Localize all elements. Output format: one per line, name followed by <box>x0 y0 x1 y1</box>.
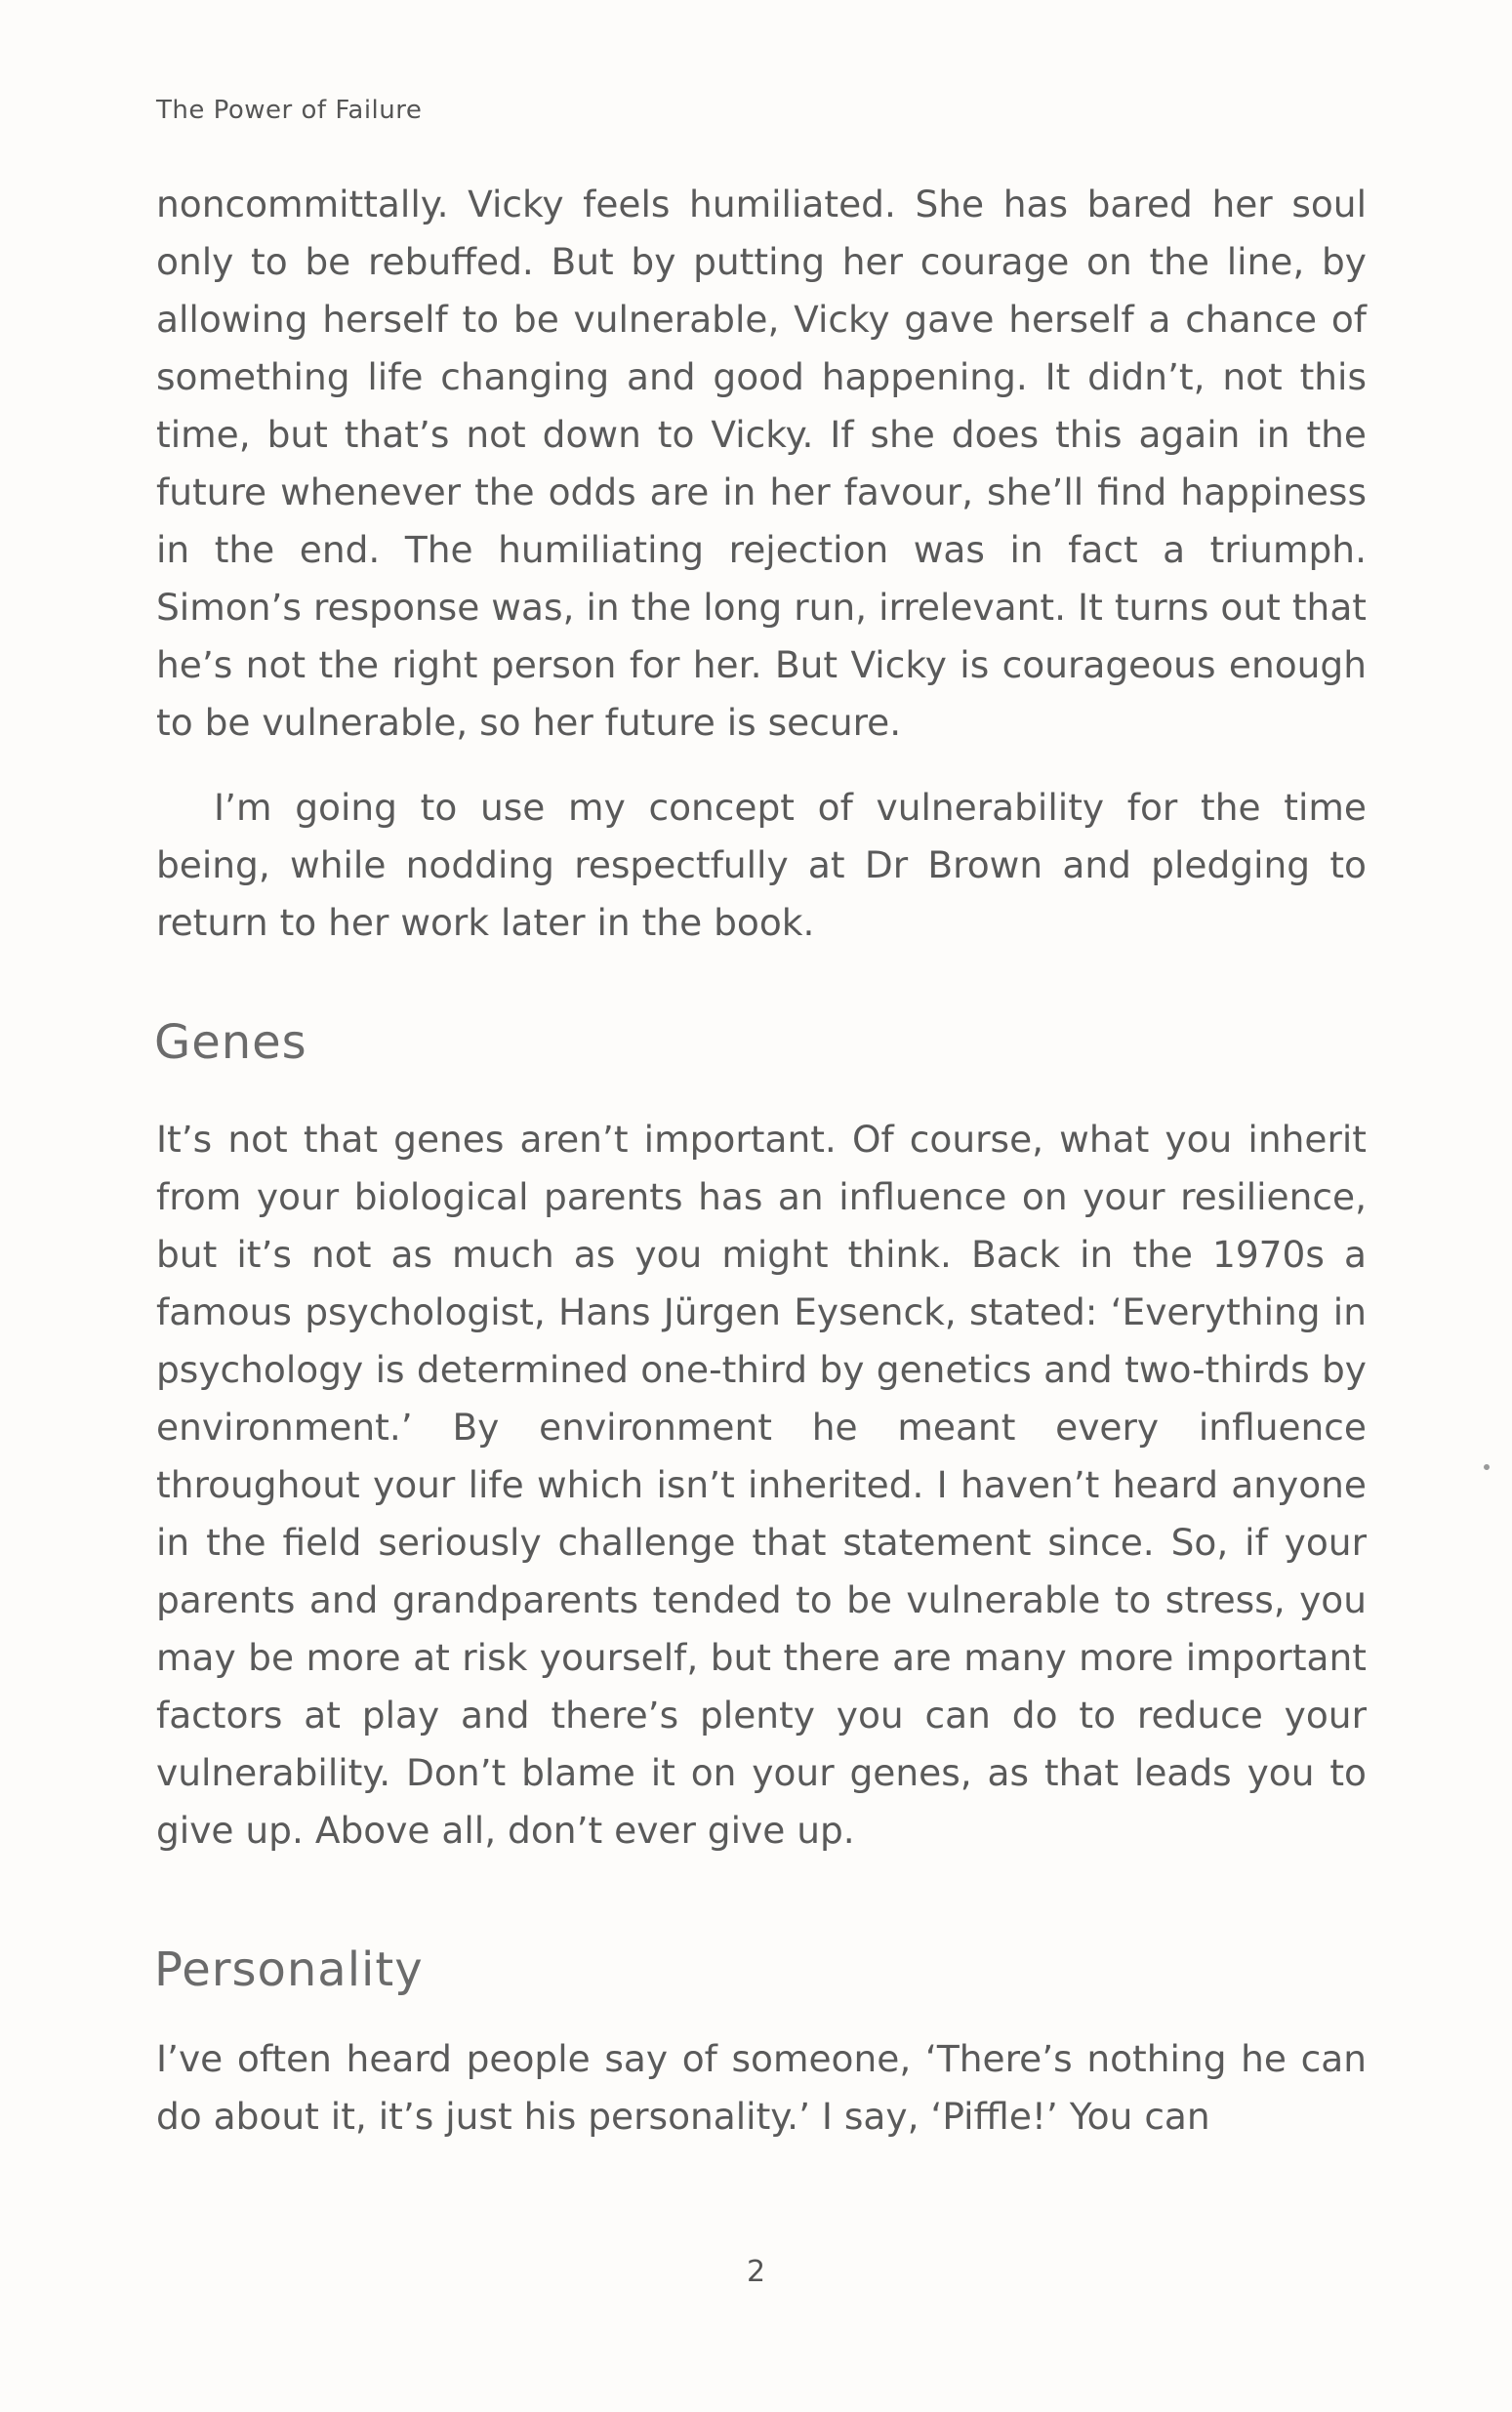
body-paragraph: I’ve often heard people say of someone, ‘There’s nothing he can do about it, it’s just his personality.’ I say, ‘Piffle!’ You can <box>156 2037 1367 2138</box>
section-heading-genes: Genes <box>154 1015 307 1070</box>
body-paragraph: It’s not that genes aren’t important. Of course, what you inherit from your biological parents has an influence on your resilience, but it’s not as much as you might think. Back in the 1970s a famous psychologist, Hans Jürgen Eysenck, stated: ‘Everything in psychology is determined one-third by genetics and two-thirds by environment.’ By environment he meant every influence throughout your life which isn’t inherited. I haven’t heard anyone in the field seriously challenge that statement since. So, if your parents and grandparents tended to be vulnerable to stress, you may be more at risk yourself, but there are many more important factors at play and there’s plenty you can do to reduce your vulnerability. Don’t blame it on your genes, as that leads you to give up. Above all, don’t ever give up. <box>156 1118 1367 1852</box>
section-heading-personality: Personality <box>154 1942 424 1997</box>
body-paragraph: I’m going to use my concept of vulnerability for the time being, while nodding respectfully at Dr Brown and pledging to return to her work later in the book. <box>156 786 1367 944</box>
running-header: The Power of Failure <box>156 96 423 125</box>
page-number: 2 <box>746 2255 766 2289</box>
body-paragraph: noncommittally. Vicky feels humiliated. She has bared her soul only to be rebuffed. But by putting her courage on the line, by allowing herself to be vulnerable, Vicky gave herself a chance of something life changing and good happening. It didn’t, not this time, but that’s not down to Vicky. If she does this again in the future whenever the odds are in her favour, she’ll find happiness in the end. The humiliating rejection was in fact a triumph. Simon’s response was, in the long run, irrelevant. It turns out that he’s not the right person for her. But Vicky is courageous enough to be vulnerable, so her future is secure. <box>156 183 1367 744</box>
scan-speck <box>1484 1464 1490 1470</box>
